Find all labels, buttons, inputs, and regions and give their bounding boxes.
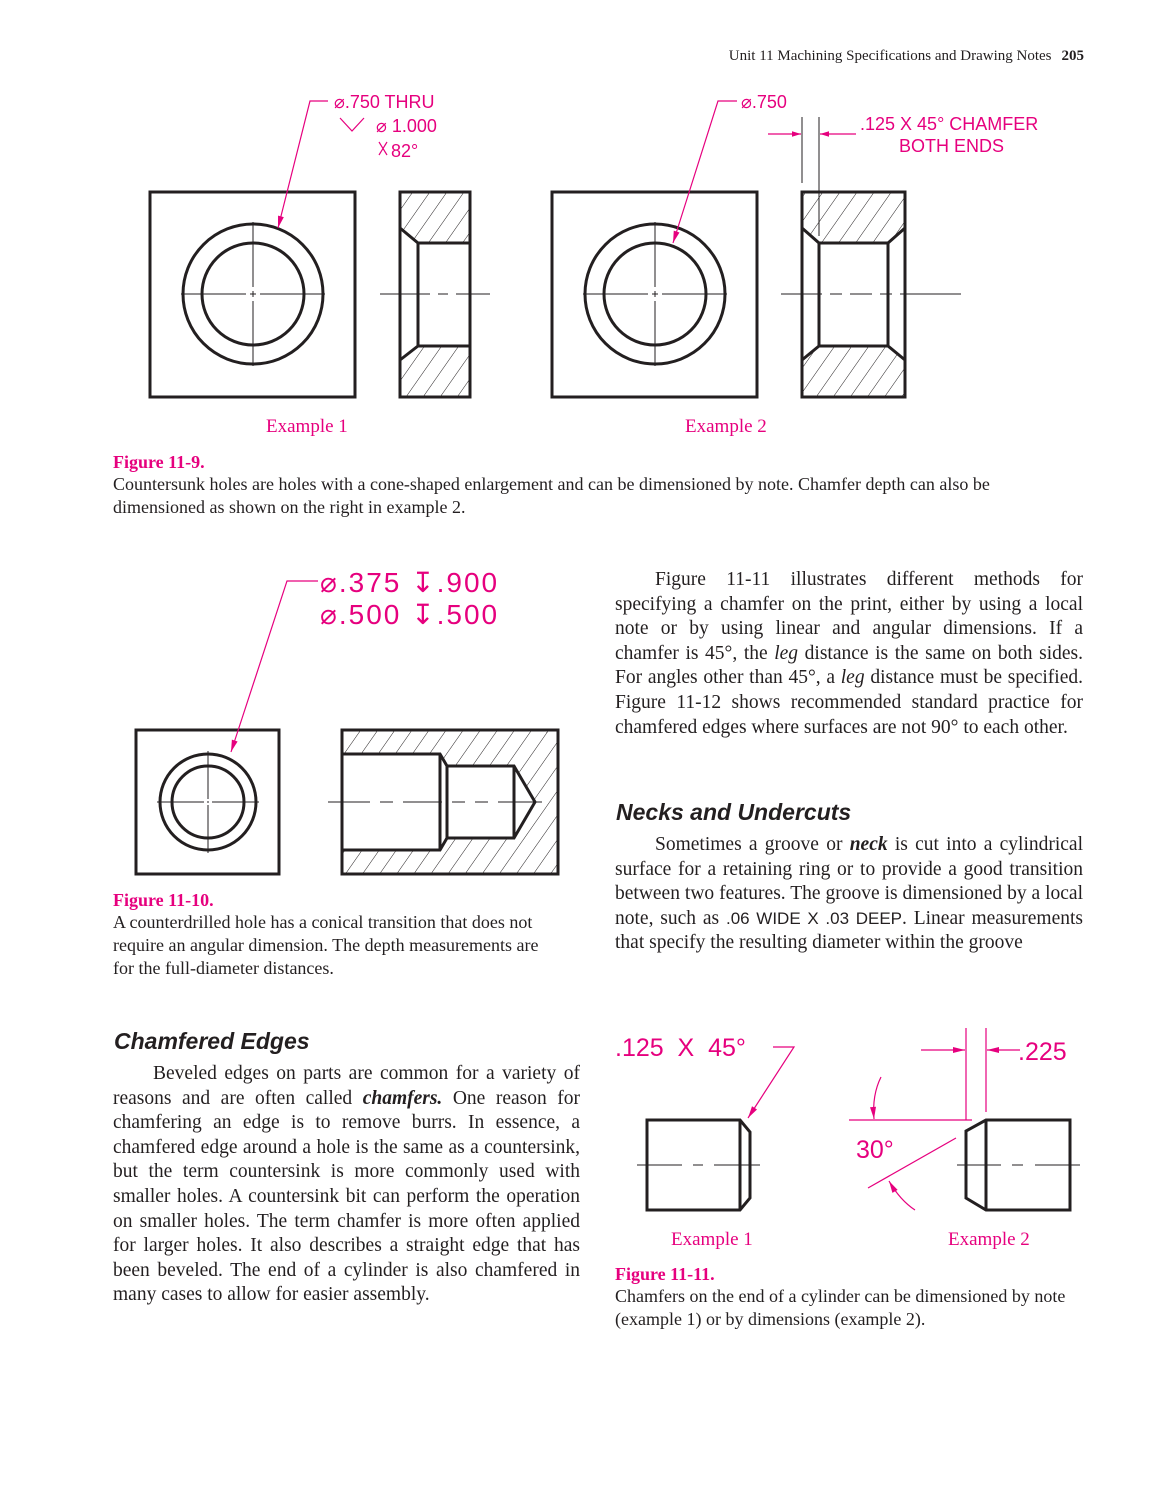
fig9-ex2-leader xyxy=(673,101,737,243)
section-heading-necks: Necks and Undercuts xyxy=(616,799,852,825)
example-1-label: Example 1 xyxy=(266,416,348,437)
fig9-ex1-leader xyxy=(278,101,328,228)
figure-label: Figure 11-10. xyxy=(113,890,214,910)
counterdrill-note-1: ⌀.375 ↧.900 xyxy=(320,567,500,598)
caption-text: Countersunk holes are holes with a cone-shaped enlargement and can be dimensioned by note. Chamfer depth can also be dimensioned as shown on the right in example 2. xyxy=(113,474,990,517)
chamfer-note: .125 X 45° xyxy=(615,1034,746,1062)
figure-11-11-caption xyxy=(615,1264,1085,1331)
fig11-ex2-extension-lines xyxy=(849,1028,986,1120)
fig11-ex2-cylinder xyxy=(957,1120,1080,1210)
figure-11-9-caption xyxy=(113,452,1078,519)
example-1-label: Example 1 xyxy=(671,1229,753,1250)
chamfered-edges-paragraph: Beveled edges on parts are common for a variety of reasons and are often called chamfers. One reason for chamfering an edge is to remove burrs. In essence, a chamfered edge around a hole is the same as a countersink, but the term countersink is more commonly used with smaller holes. A countersink bit can perform the operation on smaller holes. The term chamfer is more often applied for larger holes. It also describes a straight edge that has been beveled. The end of a cylinder is also chamfered in many cases to allow for easier assembly. xyxy=(113,1063,580,1306)
fig11-annotations xyxy=(615,1034,1067,1250)
ex2-chamfer-note-2: BOTH ENDS xyxy=(899,136,1005,156)
fig11-ex1-cylinder xyxy=(637,1120,760,1210)
fig10-leader xyxy=(231,581,318,752)
caption-text: Chamfers on the end of a cylinder can be dimensioned by note (example 1) or by dimensions (example 2). xyxy=(615,1286,1066,1329)
ex2-hole-note: ⌀.750 xyxy=(741,92,787,112)
ex1-csk-angle: 82° xyxy=(391,141,419,161)
section-heading-chamfered-edges: Chamfered Edges xyxy=(114,1028,310,1054)
fig9-ex1-top-view xyxy=(150,192,355,397)
fig9-annotations xyxy=(266,92,1038,437)
fig9-ex2-section-view xyxy=(781,117,961,397)
fig11-ex1-leader xyxy=(748,1047,794,1118)
ex2-chamfer-note: .125 X 45° CHAMFER xyxy=(860,114,1039,134)
fig9-ex2-top-view xyxy=(552,192,757,397)
figure-11-10-caption xyxy=(113,890,543,980)
ex1-csk-diameter: ⌀ 1.000 xyxy=(376,116,437,136)
figure-label: Figure 11-11. xyxy=(615,1264,715,1284)
running-title: Unit 11 Machining Specifications and Drawing Notes xyxy=(728,48,1052,64)
fig9-ex1-section-view xyxy=(380,192,490,397)
counterdrill-note-2: ⌀.500 ↧.500 xyxy=(320,599,500,630)
caption-text: A counterdrilled hole has a conical transition that does not require an angular dimension. The depth measurements are for the full-diameter distances. xyxy=(113,912,539,978)
ex1-thru-note: ⌀.750 THRU xyxy=(334,92,435,112)
chamfer-length-dim: .225 xyxy=(1018,1038,1067,1066)
fig10-annotations xyxy=(320,567,499,630)
figure-label: Figure 11-9. xyxy=(113,452,205,472)
chamfer-angle-dim: 30° xyxy=(856,1136,894,1164)
example-2-label: Example 2 xyxy=(685,416,767,437)
fig10-section-view xyxy=(328,730,558,874)
page-number: 205 xyxy=(1061,48,1084,64)
fig10-top-view xyxy=(136,730,279,874)
example-2-label: Example 2 xyxy=(948,1229,1030,1250)
chamfer-methods-paragraph: Figure 11-11 illustrates different methods for specifying a chamfer on the print, either by using a local note or by using linear and angular dimensions. If a chamfer is 45°, the leg distance is the same on both sides. For angles other than 45°, a leg distance must be specified. Figure 11-12 shows recommended standard practice for chamfered edges where surfaces are not 90° to each other. xyxy=(615,569,1084,738)
necks-paragraph: Sometimes a groove or neck is cut into a cylindrical surface for a retaining ring or to provide a good transition between two features. The groove is dimensioned by a local note, such as .06 WIDE X .03 DEEP. Linear measurements that specify the resulting diameter within the groove xyxy=(615,834,1083,954)
